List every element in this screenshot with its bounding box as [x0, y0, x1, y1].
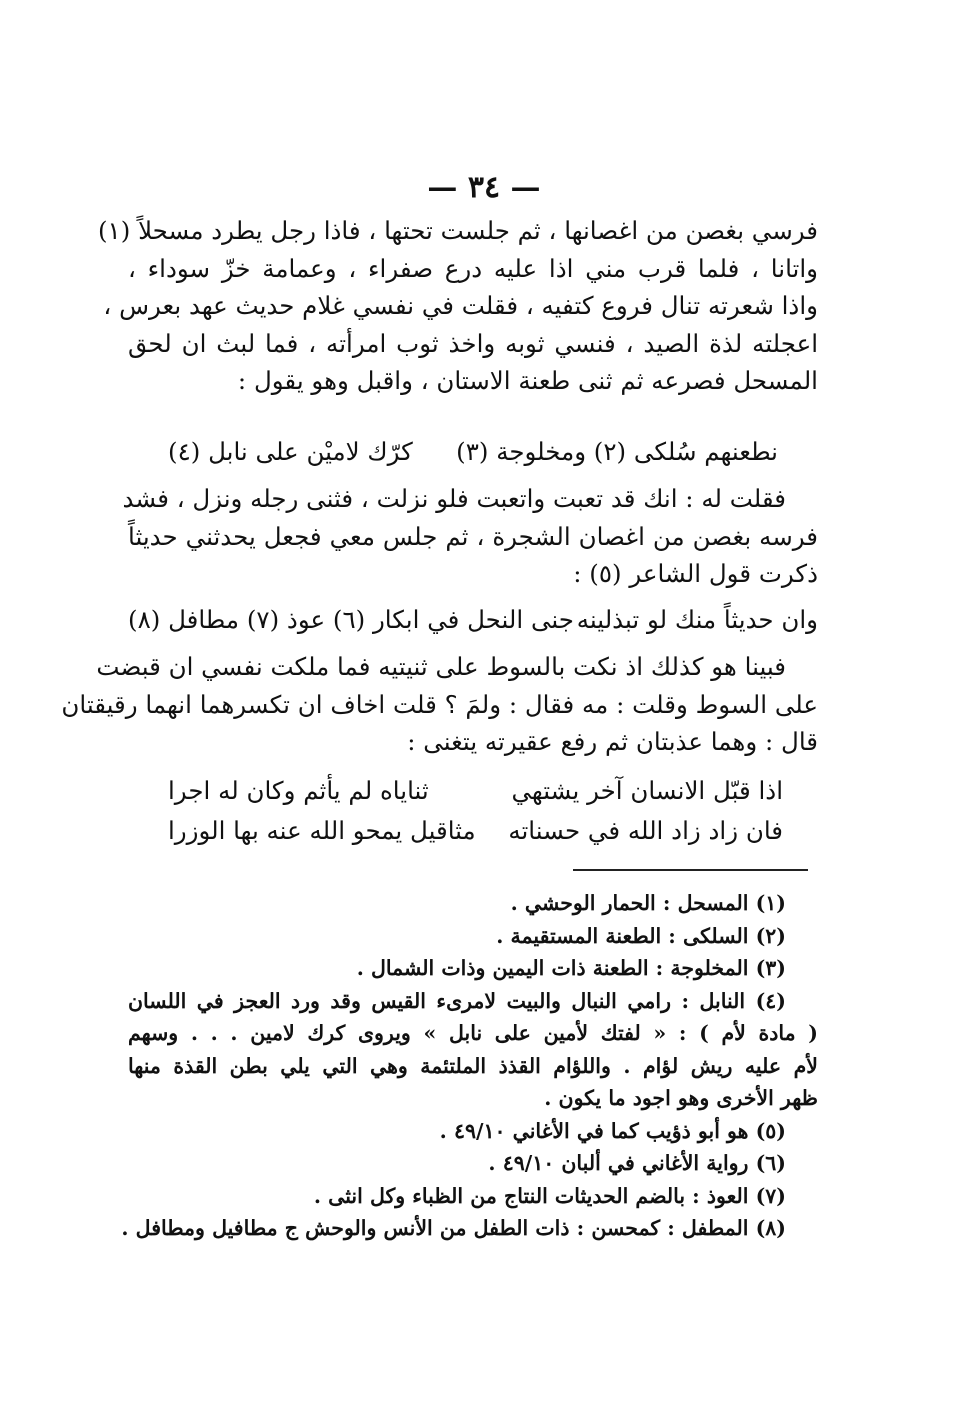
text-line: ذكرت قول الشاعر (٥) :: [573, 559, 818, 588]
footnote: ظهر الأخرى وهو اجود ما يكون .: [544, 1086, 818, 1110]
page-number: — ٣٤ —: [427, 170, 541, 205]
text-line: المسحل فصرعه ثم ثنى طعنة الاستان ، واقبل وهو يقول :: [237, 366, 818, 395]
verse-hemistich-second: مثاقيل يمحو الله عنه بها الوزرا: [168, 816, 476, 845]
footnote: (٨) المطفل : كمحسن : ذات الطفل من الأنس والوحش ج مطافيل ومطافل .: [121, 1216, 786, 1240]
verse-hemistich-first: وان حديثاً منك لو تبذلينه: [576, 605, 818, 634]
footnotes: [121, 887, 818, 1245]
verse-2: [128, 605, 818, 634]
footnote: (٧) العوذ : بالضم الحديثات النتاج من الظباء وكل انثى .: [313, 1183, 786, 1208]
text-line: فرسه بغصن من اغصان الشجرة ، ثم جلس معي فجعل يحدثني حديثاً: [128, 521, 818, 551]
verse-hemistich-second: جنى النحل في ابكار (٦) عوذ (٧) مطافل (٨): [128, 605, 574, 634]
verse-3-line-2: [168, 816, 783, 845]
paragraph-3: [61, 648, 818, 761]
text-line: على السوط وقلت : مه فقال : ولمَ ؟ قلت اخاف ان تكسرهما انهما رقيقتان: [61, 689, 818, 719]
verse-1: [168, 437, 778, 466]
footnote: ( مادة لأم ) : « لفتك لأمين على نابل » ويروى كرك لامين . . . وسهم: [128, 1021, 818, 1045]
footnote: (٥) هو أبو ذؤيب كما في الأغاني ٤٩/١٠ .: [439, 1118, 786, 1143]
verse-3-line-1: [168, 776, 783, 805]
footnote: (١) المسحل : الحمار الوحشي .: [510, 891, 786, 915]
text-line: فقلت له : انك قد تعبت واتعبت فلو نزلت ، فثنى رجله ونزل ، فشد: [122, 484, 786, 513]
paragraph-1: [97, 212, 818, 400]
text-line: واتانا ، فلما قرب مني اذا عليه درع صفراء ، وعمامة خزّ سوداء ،: [128, 253, 818, 283]
footnote-separator: [573, 869, 808, 871]
verse-hemistich-first: نطعنهم سُلكى (٢) ومخلوجة (٣): [456, 437, 778, 466]
verse-hemistich-first: فان زاد زاد الله في حسناته: [508, 816, 783, 845]
text-line: فرسي بغصن من اغصانها ، ثم جلست تحتها ، فاذا رجل يطرد مسحلاً (١): [97, 216, 818, 245]
text-line: قال : وهما عذبتان ثم رفع عقيرته يتغنى :: [407, 727, 818, 756]
footnote: (٤) النابل : رامي النبال والبيت لامرىء القيس وقد ورد العجز في اللسان: [128, 988, 786, 1013]
text-line: فبينا هو كذلك اذ نكت بالسوط على ثنيتيه فما ملكت نفسي ان قبضت: [96, 652, 786, 681]
verse-hemistich-second: ثناياه لم يأثم وكان له اجرا: [168, 776, 429, 805]
verse-hemistich-second: كرّك لاميْن على نابل (٤): [168, 437, 413, 466]
verse-hemistich-first: اذا قبّل الانسان آخر يشتهي: [511, 776, 783, 805]
paragraph-2: [122, 480, 818, 593]
footnote: (٦) رواية الأغاني في ألبان ٤٩/١٠ .: [488, 1151, 786, 1175]
footnote: (٣) المخلوجة : الطعنة ذات اليمين وذات الشمال .: [356, 956, 786, 980]
text-line: واذا شعرته تنال فروع كتفيه ، فقلت في نفسي غلام حديث عهد بعرس ،: [103, 291, 818, 320]
footnote: لأم عليه ريش لؤام . واللؤام القذذ الملتئمة وهي التي يلي بطن القذة منها: [128, 1053, 818, 1078]
text-line: اعجلته لذة الصيد ، فنسي ثوبه واخذ ثوب امرأته ، فما لبث ان لحق: [128, 328, 818, 358]
footnote: (٢) السلكى : الطعنة المستقيمة .: [496, 923, 786, 948]
